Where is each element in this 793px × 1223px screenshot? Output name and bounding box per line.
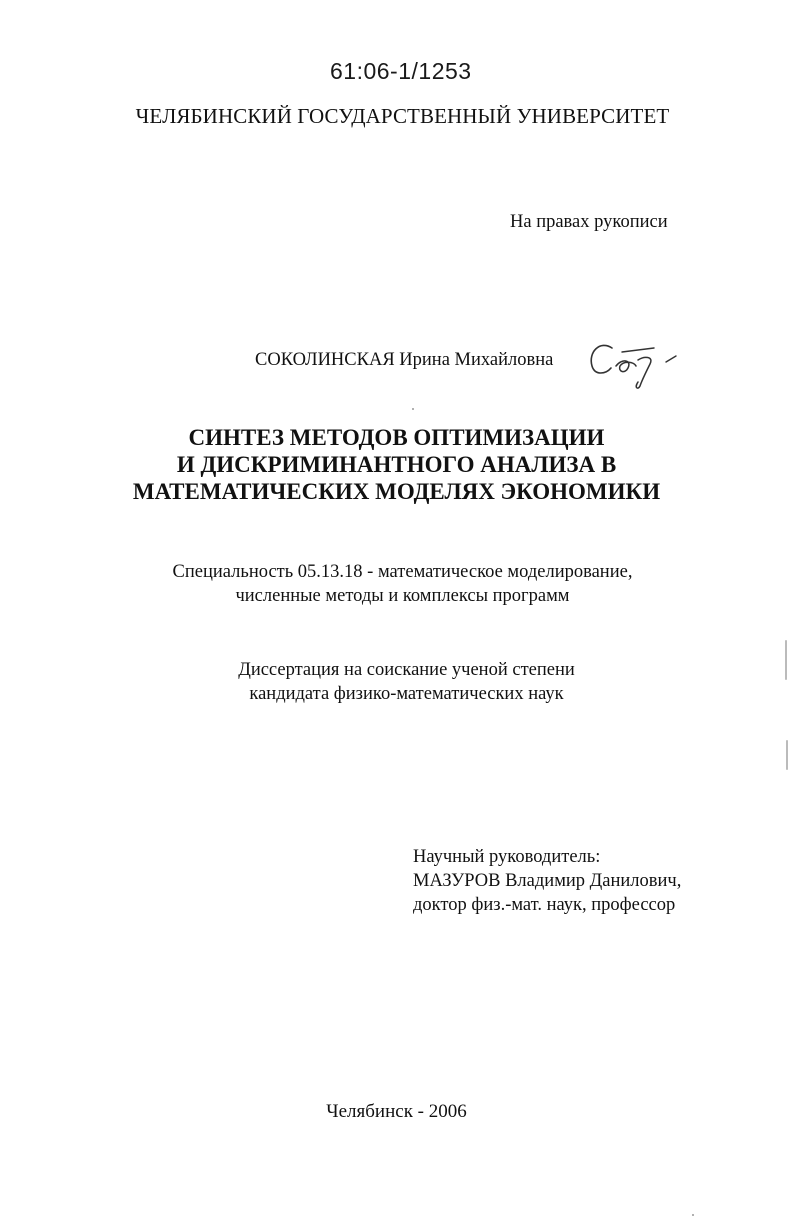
specialty-line: Специальность 05.13.18 - математическое моделирование, [172, 562, 633, 582]
title-line: МАТЕМАТИЧЕСКИХ МОДЕЛЯХ ЭКОНОМИКИ [132, 479, 661, 504]
library-code: 61:06-1/1253 [330, 58, 472, 84]
degree-statement [10, 658, 793, 706]
university-name: ЧЕЛЯБИНСКИЙ ГОСУДАРСТВЕННЫЙ УНИВЕРСИТЕТ [135, 104, 670, 128]
city-year: Челябинск - 2006 [326, 1101, 467, 1122]
degree-line: кандидата физико-математических наук [249, 684, 564, 704]
supervisor-credentials: доктор физ.-мат. наук, профессор [413, 895, 676, 915]
supervisor-name: МАЗУРОВ Владимир Данилович, [413, 871, 682, 891]
scan-speck [786, 740, 788, 770]
rights-note: На правах рукописи [510, 212, 668, 232]
title-line: И ДИСКРИМИНАНТНОГО АНАЛИЗА В [176, 452, 617, 477]
scan-speck [692, 1214, 694, 1216]
title-line: СИНТЕЗ МЕТОДОВ ОПТИМИЗАЦИИ [188, 425, 605, 450]
specialty-line: численные методы и комплексы программ [235, 586, 570, 606]
degree-line: Диссертация на соискание ученой степени [238, 660, 575, 680]
author-name: СОКОЛИНСКАЯ Ирина Михайловна [255, 350, 554, 370]
supervisor-block [413, 845, 681, 917]
dissertation-title [0, 424, 793, 505]
handwritten-signature [578, 330, 688, 392]
supervisor-label: Научный руководитель: [413, 847, 601, 867]
specialty [6, 560, 793, 608]
scan-speck [785, 640, 787, 680]
scan-speck [412, 408, 414, 410]
